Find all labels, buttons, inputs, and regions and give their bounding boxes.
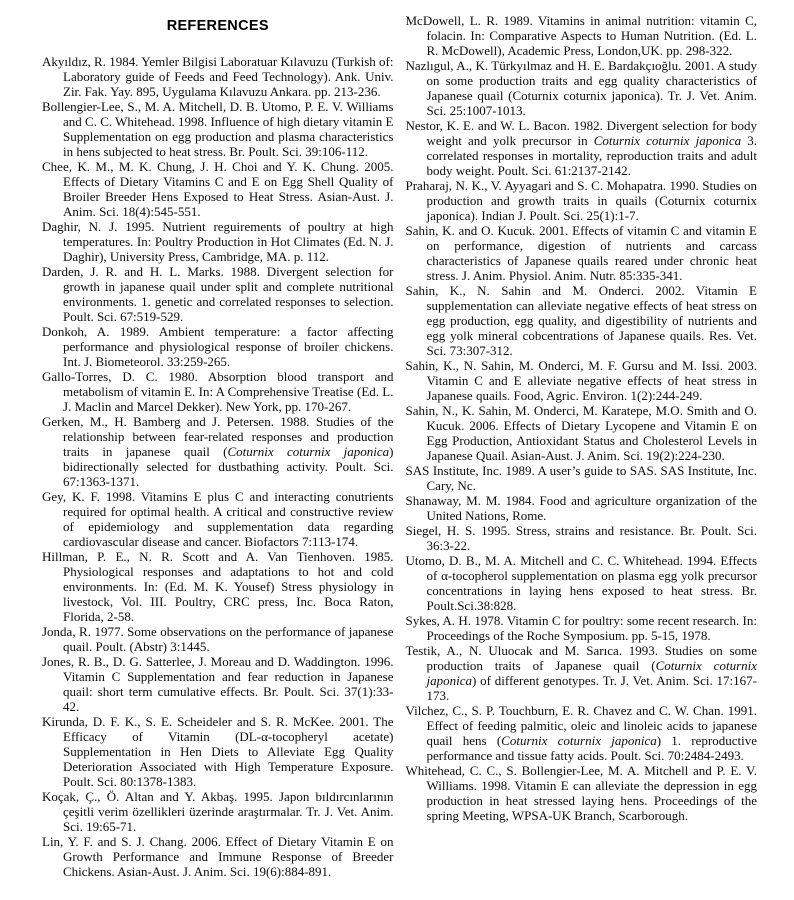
reference-text: Hillman, P. E., N. R. Scott and A. Van Tienhoven. 1985. Physiological responses and adaptations to hot and cold environments. In: (Ed. M. K. Yousef) Stress physiology in livestock, Vol. III. Poultry, CRC press, Inc. Boca Raton, Florida, 2-58. [42, 549, 394, 624]
reference-text: Jonda, R. 1977. Some observations on the performance of japanese quail. Poult. (Abstr) 3:1445. [42, 624, 394, 654]
reference-text: Akyıldız, R. 1984. Yemler Bilgisi Laboratuar Kılavuzu (Turkish of: Laboratory guide of Feeds and Feed Technology). Ank. Univ. Zir. Fak. Yay. 895, Uygulama Kılavuzu Ankara. pp. 213-236. [42, 54, 394, 99]
reference-text: ) 1. reproductive performance and tissue fatty acids. Poult. Sci. 70:2484-2493. [426, 733, 757, 763]
species-name-italic: Coturnix coturnix japonica [426, 658, 758, 688]
reference-text: Gey, K. F. 1998. Vitamins E plus C and interacting conutrients required for optimal health. A critical and constructive review of epidemiology and supplementation data regarding cardiovascular disease and cancer. Biofactors 7:113-174. [42, 489, 394, 549]
species-name-italic: Coturnix coturnix japonica [501, 733, 657, 748]
reference-entry [406, 283, 758, 358]
references-list-right [406, 13, 758, 823]
reference-entry [406, 523, 758, 553]
reference-entry [406, 58, 758, 118]
reference-entry [42, 549, 394, 624]
reference-text: Donkoh, A. 1989. Ambient temperature: a factor affecting performance and physiological response of broiler chickens. Int. J. Biometeorol. 33:259-265. [42, 324, 394, 369]
reference-entry [406, 13, 758, 58]
reference-entry [406, 118, 758, 178]
reference-text: Sahin, K., N. Sahin, M. Onderci, M. F. Gursu and M. Issi. 2003. Vitamin C and E alleviate negative effects of heat stress in Japanese quails. Food, Agric. Environ. 1(2):244-249. [405, 358, 757, 403]
reference-text: Sahin, K., N. Sahin and M. Onderci. 2002. Vitamin E supplementation can alleviate negative effects of heat stress on egg production, egg quality, and digestibility of nutrients and egg yolk mineral cobcentrations of Japanese quails. Res. Vet. Sci. 73:307-312. [405, 283, 757, 358]
reference-entry [406, 493, 758, 523]
reference-entry [42, 324, 394, 369]
reference-entry [42, 654, 394, 714]
reference-text: Utomo, D. B., M. A. Mitchell and C. C. Whitehead. 1994. Effects of α-tocopherol supplementation on plasma egg yolk precursor concentrations in laying hens exposed to heat stress. Br. Poult.Sci.38:828. [405, 553, 757, 613]
reference-text: SAS Institute, Inc. 1989. A user’s guide to SAS. SAS Institute, Inc. Cary, Nc. [405, 463, 757, 493]
references-column-left [42, 10, 394, 879]
species-name-italic: Coturnix coturnix japonica [227, 444, 390, 459]
reference-entry [406, 763, 758, 823]
reference-entry [406, 613, 758, 643]
reference-text: Sykes, A. H. 1978. Vitamin C for poultry: some recent research. In: Proceedings of the Roche Symposium. pp. 5-15, 1978. [405, 613, 757, 643]
reference-entry [42, 624, 394, 654]
reference-text: Chee, K. M., M. K. Chung, J. H. Choi and Y. K. Chung. 2005. Effects of Dietary Vitamins C and E on Egg Shell Quality of Broiler Breeder Hens Exposed to Heat Stress. Asian-Aust. J. Anim. Sci. 18(4):545-551. [42, 159, 394, 219]
reference-entry [42, 54, 394, 99]
reference-text: Sahin, K. and O. Kucuk. 2001. Effects of vitamin C and vitamin E on performance, digestion of nutrients and carcass characteristics of Japanese quails reared under chronic heat stress. J. Anim. Physiol. Anim. Nutr. 85:335-341. [405, 223, 757, 283]
reference-text: Shanaway, M. M. 1984. Food and agriculture organization of the United Nations, Rome. [405, 493, 757, 523]
reference-entry [42, 99, 394, 159]
reference-text: Bollengier-Lee, S., M. A. Mitchell, D. B. Utomo, P. E. V. Williams and C. C. Whitehead. 1998. Influence of high dietary vitamin E Supplementation on egg production and plasma characteristics in hens subjected to heat stress. Br. Poult. Sci. 39:106-112. [42, 99, 394, 159]
reference-entry [42, 414, 394, 489]
reference-text: Daghir, N. J. 1995. Nutrient reguirements of poultry at high temperatures. In: Poultry Production in Hot Climates (Ed. N. J. Daghir), University Press, Cambridge, MA. p. 112. [42, 219, 394, 264]
reference-text: Vilchez, C., S. P. Touchburn, E. R. Chavez and C. W. Chan. 1991. Effect of feeding palmitic, oleic and linoleic acids to japanese quail hens ( [405, 703, 757, 748]
reference-entry [42, 834, 394, 879]
reference-text: Jones, R. B., D. G. Satterlee, J. Moreau and D. Waddington. 1996. Vitamin C Supplementation and fear reduction in Japanese quail: short term cumulative effects. Br. Poult. Sci. 37(1):33-42. [42, 654, 394, 714]
reference-text: Darden, J. R. and H. L. Marks. 1988. Divergent selection for growth in japanese quail under split and complete nutritional environments. 1. genetic and correlated responses to selection. Poult. Sci. 67:519-529. [42, 264, 394, 324]
reference-entry [406, 223, 758, 283]
reference-text: Nazlıgul, A., K. Türkyılmaz and H. E. Bardakçıoğlu. 2001. A study on some production traits and egg quality characteristics of Japanese quail (Coturnix coturnix japonica). Tr. J. Vet. Anim. Sci. 25:1007-1013. [405, 58, 757, 118]
reference-text: Koçak, Ç., Ö. Altan and Y. Akbaş. 1995. Japon bıldırcınlarının çeşitli verim özellikleri üzerinde araştırmalar. Tr. J. Vet. Anim. Sci. 19:65-71. [42, 789, 394, 834]
reference-entry [406, 403, 758, 463]
reference-entry [406, 178, 758, 223]
reference-entry [42, 264, 394, 324]
reference-entry [406, 643, 758, 703]
reference-text: 3. correlated responses in mortality, reproduction traits and adult body weight. Poult. Sci. 61:2137-2142. [426, 133, 757, 178]
reference-text: Kirunda, D. F. K., S. E. Scheideler and S. R. McKee. 2001. The Efficacy of Vitamin (DL-α-tocopheryl acetate) Supplementation in Hen Diets to Alleviate Egg Quality Deterioration Associated with High Temperature Exposure. Poult. Sci. 80:1378-1383. [42, 714, 394, 789]
reference-text: ) of different genotypes. Tr. J. Vet. Anim. Sci. 17:167-173. [426, 673, 757, 703]
reference-entry [42, 219, 394, 264]
species-name-italic: Coturnix coturnix japonica [593, 133, 742, 148]
reference-entry [406, 463, 758, 493]
reference-entry [406, 553, 758, 613]
reference-text: McDowell, L. R. 1989. Vitamins in animal nutrition: vitamin C, folacin. In: Comparative Aspects to Human Nutrition. (Ed. L. R. McDowell), Academic Press, London,UK. pp. 298-322. [405, 13, 757, 58]
reference-entry [42, 489, 394, 549]
reference-text: Lin, Y. F. and S. J. Chang. 2006. Effect of Dietary Vitamin E on Growth Performance and Immune Response of Breeder Chickens. Asian-Aust. J. Anim. Sci. 19(6):884-891. [42, 834, 394, 879]
reference-entry [42, 789, 394, 834]
references-list-left [42, 54, 394, 879]
references-column-right [406, 10, 758, 879]
reference-text: ) bidirectionally selected for dustbathing activity. Poult. Sci. 67:1363-1371. [63, 444, 394, 489]
reference-text: Sahin, N., K. Sahin, M. Onderci, M. Karatepe, M.O. Smith and O. Kucuk. 2006. Effects of Dietary Lycopene and Vitamin E on Egg Production, Antioxidant Status and Cholesterol Levels in Japanese Quail. Asian-Aust. J. Anim. Sci. 19(2):224-230. [405, 403, 757, 463]
reference-text: Siegel, H. S. 1995. Stress, strains and resistance. Br. Poult. Sci. 36:3-22. [405, 523, 757, 553]
reference-entry [406, 703, 758, 763]
reference-text: Testik, A., N. Uluocak and M. Sarıca. 1993. Studies on some production traits of Japanese quail ( [405, 643, 757, 673]
reference-entry [42, 159, 394, 219]
reference-text: Praharaj, N. K., V. Ayyagari and S. C. Mohapatra. 1990. Studies on production and growth traits in quails (Coturnix coturnix japonica). Indian J. Poult. Sci. 25(1):1-7. [405, 178, 757, 223]
reference-entry [406, 358, 758, 403]
reference-entry [42, 369, 394, 414]
reference-text: Nestor, K. E. and W. L. Bacon. 1982. Divergent selection for body weight and yolk precursor in [405, 118, 757, 148]
reference-text: Gerken, M., H. Bamberg and J. Petersen. 1988. Studies of the relationship between fear-related responses and production traits in japanese quail ( [42, 414, 394, 459]
reference-text: Whitehead, C. C., S. Bollengier-Lee, M. A. Mitchell and P. E. V. Williams. 1998. Vitamin E can alleviate the depression in egg production in heat stressed laying hens. Proceedings of the spring Meeting, WPSA-UK Branch, Scarborough. [405, 763, 757, 823]
reference-entry [42, 714, 394, 789]
reference-text: Gallo-Torres, D. C. 1980. Absorption blood transport and metabolism of vitamin E. In: A Comprehensive Treatise (Ed. L. J. Maclin and Marcel Dekker). New York, pp. 170-267. [42, 369, 394, 414]
references-heading: REFERENCES [166, 18, 269, 34]
